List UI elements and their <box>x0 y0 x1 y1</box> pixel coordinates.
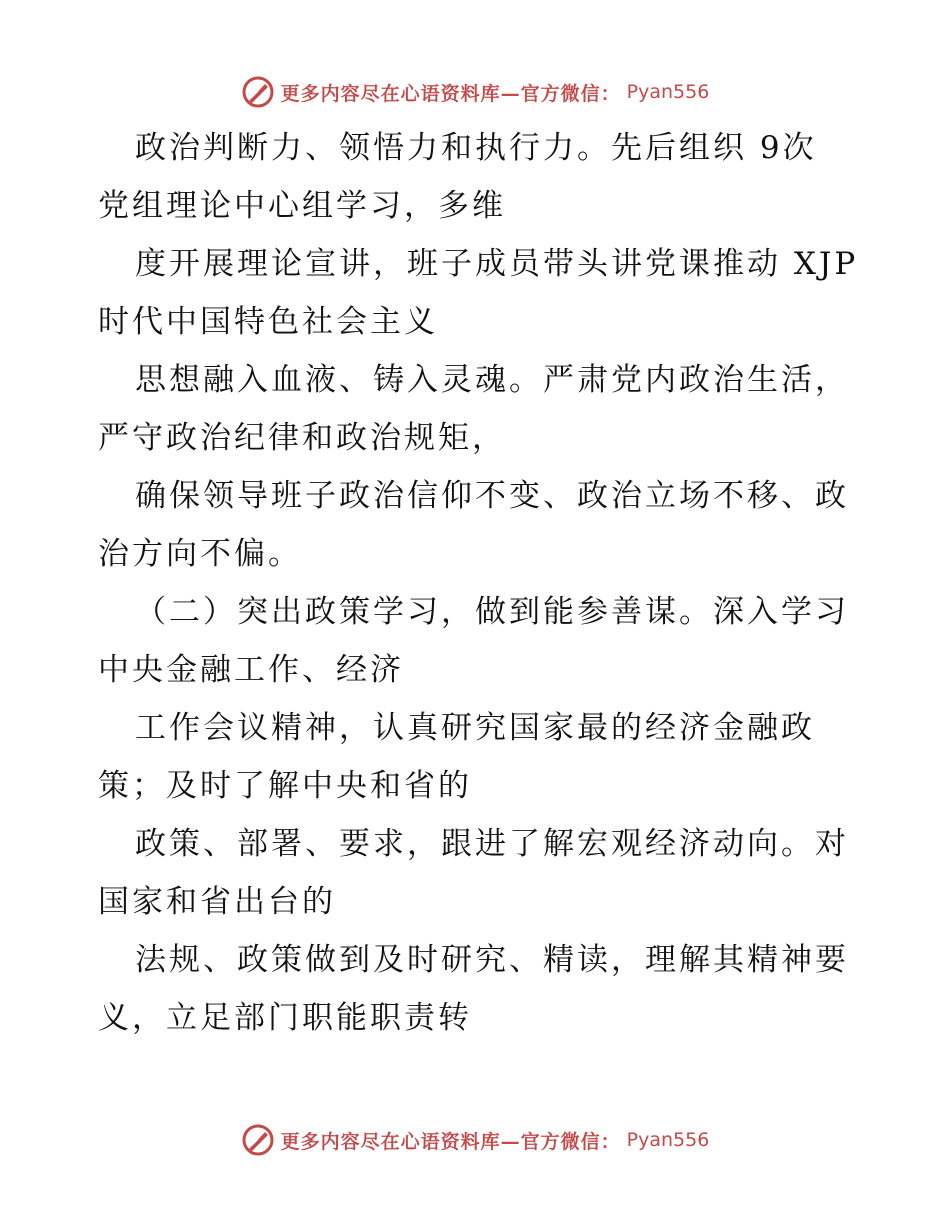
paragraph-line: 度开展理论宣讲，班子成员带头讲党课推动 XJP <box>135 246 859 282</box>
watermark-text: 更多内容尽在心语资料库—官方微信： <box>280 1130 621 1153</box>
paragraph-line: 思想融入血液、铸入灵魂。严肃党内政治生活， <box>135 362 849 398</box>
header-watermark <box>0 72 950 112</box>
paragraph-line: 法规、政策做到及时研究、精读，理解其精神要 <box>135 942 849 978</box>
feather-pen-logo-icon <box>241 1123 275 1157</box>
paragraph-line: 党组理论中心组学习，多维 <box>98 188 506 224</box>
paragraph-line: 工作会议精神，认真研究国家最的经济金融政 <box>135 710 815 746</box>
paragraph-line: 严守政治纪律和政治规矩， <box>98 420 506 456</box>
paragraph-line: 政治判断力、领悟力和执行力。先后组织 9次 <box>135 130 817 166</box>
paragraph-line: 确保领导班子政治信仰不变、政治立场不移、政 <box>135 478 849 514</box>
paragraph-line: 治方向不偏。 <box>98 536 302 572</box>
watermark-account: Pyan556 <box>626 81 710 103</box>
watermark-account: Pyan556 <box>626 1129 710 1151</box>
watermark-text: 更多内容尽在心语资料库—官方微信： <box>280 82 621 105</box>
paragraph-line: 义，立足部门职能职责转 <box>98 1000 472 1036</box>
paragraph-line: （二）突出政策学习，做到能参善谋。深入学习 <box>135 594 849 630</box>
feather-pen-logo-icon <box>241 75 275 109</box>
paragraph-line: 策；及时了解中央和省的 <box>98 768 472 804</box>
footer-watermark <box>0 1120 950 1160</box>
paragraph-line: 时代中国特色社会主义 <box>98 304 438 340</box>
paragraph-line: 国家和省出台的 <box>98 884 336 920</box>
paragraph-line: 中央金融工作、经济 <box>98 652 404 688</box>
paragraph-line: 政策、部署、要求，跟进了解宏观经济动向。对 <box>135 826 849 862</box>
